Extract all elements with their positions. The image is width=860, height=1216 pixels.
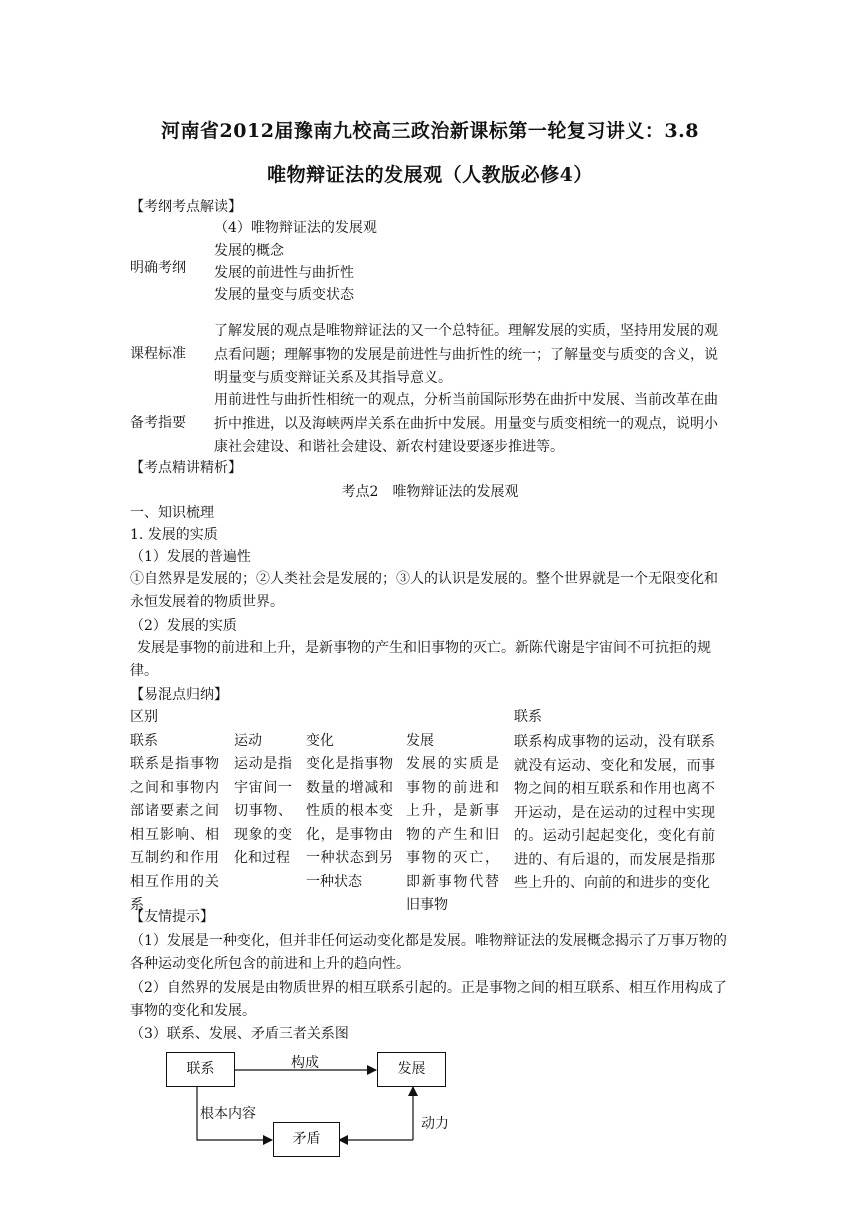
table-head-lianxi: 联系 xyxy=(514,709,542,725)
edge-label-goucheng: 构成 xyxy=(291,1055,319,1071)
mingque-label: 明确考纲 xyxy=(130,260,186,276)
document-title-line2: 唯物辩证法的发展观（人教版必修4） xyxy=(267,164,593,186)
heading-fazhan-shizhi: 1. 发展的实质 xyxy=(130,527,218,543)
section-heading-kaogang: 【考纲考点解读】 xyxy=(130,199,242,215)
subheading-pubianxing: （1）发展的普遍性 xyxy=(130,549,251,565)
zhishi-heading: 一、知识梳理 xyxy=(130,505,214,521)
node-fazhan: 发展 xyxy=(377,1052,446,1087)
mingque-line-1: （4）唯物辩证法的发展观 xyxy=(214,220,377,236)
document-title-line1: 河南省2012届豫南九校高三政治新课标第一轮复习讲义：3.8 xyxy=(161,120,699,142)
section-heading-yihun: 【易混点归纳】 xyxy=(130,687,228,703)
tip-2: （2）自然界的发展是由物质世界的相互联系引起的。正是事物之间的相互联系、相互作用构成了事物的变化和发展。 xyxy=(130,980,727,1019)
beikao-text: 用前进性与曲折性相统一的观点，分析当前国际形势在曲折中发展、当前改革在曲折中推进，以及海峡两岸关系在曲折中发展。用量变与质变相统一的观点，说明小康社会建设、和谐社会建设、新农村建设要逐步推进等。 xyxy=(214,392,718,455)
mingque-line-4: 发展的量变与质变状态 xyxy=(214,287,354,303)
kecheng-text: 了解发展的观点是唯物辩证法的又一个总特征。理解发展的实质，坚持用发展的观点看问题；理解事物的发展是前进性与曲折性的统一；了解量变与质变的含义，说明量变与质变辩证关系及其指导意义。 xyxy=(214,323,718,386)
mingque-line-2: 发展的概念 xyxy=(214,243,284,259)
paragraph-shizhi: 发展是事物的前进和上升，是新事物的产生和旧事物的灭亡。新陈代谢是宇宙间不可抗拒的规律。 xyxy=(130,640,711,679)
node-lianxi: 联系 xyxy=(166,1052,235,1087)
paragraph-pubianxing: ①自然界是发展的；②人类社会是发展的；③人的认识是发展的。整个世界就是一个无限变化和永恒发展着的物质世界。 xyxy=(130,571,718,610)
table-cell-bianhua: 变化是指事物数量的增减和性质的根本变化，是事物由一种状态到另一种状态 xyxy=(306,756,393,890)
tip-3: （3）联系、发展、矛盾三者关系图 xyxy=(130,1026,349,1042)
table-cell-fazhan: 发展的实质是事物的前进和上升，是新事物的产生和旧事物的灭亡，即新事物代替旧事物 xyxy=(406,756,499,913)
table-col-name-bianhua: 变化 xyxy=(306,733,334,749)
edge-label-genben-neirong: 根本内容 xyxy=(200,1106,256,1122)
table-col-name-fazhan: 发展 xyxy=(406,733,434,749)
tip-1: （1）发展是一种变化，但并非任何运动变化都是发展。唯物辩证法的发展概念揭示了万事万物的各种运动变化所包含的前进和上升的趋向性。 xyxy=(130,933,727,972)
mingque-line-3: 发展的前进性与曲折性 xyxy=(214,265,354,281)
table-col-name-yundong: 运动 xyxy=(234,733,262,749)
table-cell-lianxi-relation: 联系构成事物的运动，没有联系就没有运动、变化和发展，而事物之间的相互联系和作用也离不开运动，是在运动的过程中实现的。运动引起起变化，变化有前进的、有后退的，而发展是指那些上升的、向前的和进步的变化 xyxy=(514,734,715,891)
table-col-name-lianxi: 联系 xyxy=(130,733,158,749)
kecheng-label: 课程标准 xyxy=(130,346,186,362)
subheading-shizhi: （2）发展的实质 xyxy=(130,618,237,634)
table-head-qubie: 区别 xyxy=(130,709,158,725)
table-cell-yundong: 运动是指宇宙间一切事物、现象的变化和过程 xyxy=(234,756,292,866)
table-cell-lianxi: 联系是指事物之间和事物内部诸要素之间相互影响、相互制约和作用相互作用的关系 xyxy=(130,756,219,913)
edge-label-dongli: 动力 xyxy=(421,1116,449,1132)
beikao-label: 备考指要 xyxy=(130,415,186,431)
kaodian-heading: 考点2 唯物辩证法的发展观 xyxy=(341,484,519,500)
section-heading-jingjiang: 【考点精讲精析】 xyxy=(130,460,242,476)
section-heading-youqing: 【友情提示】 xyxy=(130,909,214,925)
node-maodun: 矛盾 xyxy=(273,1122,340,1157)
